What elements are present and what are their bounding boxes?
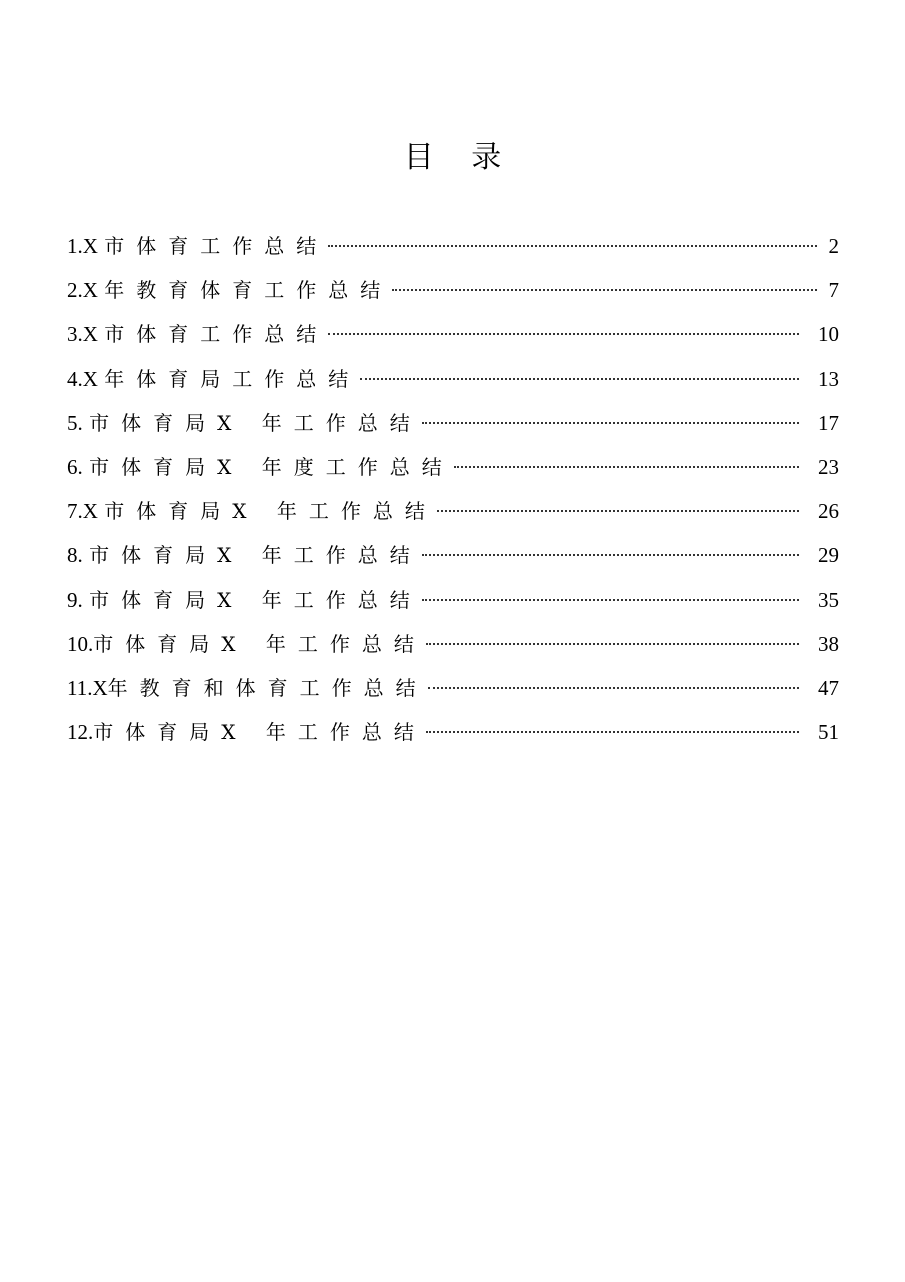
toc-entry-text: 市体育局X 年工作总结 <box>89 587 422 612</box>
toc-dot-leader <box>422 421 799 424</box>
toc-entry[interactable] <box>67 445 839 489</box>
toc-dot-leader <box>328 244 817 247</box>
toc-entry-text: 市体育工作总结 <box>104 234 329 258</box>
toc-dot-leader <box>437 509 799 512</box>
toc-entry-text: 市体育局X 年工作总结 <box>104 499 437 524</box>
toc-entry-text: 年教育和体育工作总结 <box>107 675 428 700</box>
toc-entry-page: 17 <box>818 410 839 435</box>
toc-entry-number: 12. <box>67 720 94 745</box>
toc-entry[interactable] <box>67 268 839 312</box>
toc-entry-number: 9. <box>67 587 83 612</box>
toc-entry-page: 7 <box>828 278 839 303</box>
toc-entry[interactable] <box>67 710 839 754</box>
toc-dot-leader <box>392 288 817 291</box>
toc-entry[interactable] <box>67 357 839 401</box>
toc-entry-text: 市体育局X 年工作总结 <box>89 543 422 568</box>
toc-entry-number: 6. <box>67 454 83 479</box>
toc-entry-number: 4.X <box>67 366 98 391</box>
toc-dot-leader <box>454 465 799 468</box>
toc-dot-leader <box>428 686 799 689</box>
toc-dot-leader <box>426 642 799 645</box>
toc-entry-number: 10. <box>67 631 94 656</box>
toc-entry-page: 47 <box>818 675 839 700</box>
toc-entry-text: 市体育局X 年度工作总结 <box>89 454 454 479</box>
toc-dot-leader <box>422 553 799 556</box>
toc-entry-page: 51 <box>818 720 839 745</box>
toc-entry-number: 3.X <box>67 322 98 347</box>
toc-entry-label <box>67 578 422 622</box>
toc-dot-leader <box>422 598 799 601</box>
toc-entry-text: 年体育局工作总结 <box>104 366 361 391</box>
toc-entry[interactable] <box>67 622 839 666</box>
toc-entry-number: 11.X <box>67 675 108 700</box>
toc-dot-leader <box>426 730 799 733</box>
toc-entry-page: 13 <box>818 366 839 391</box>
toc-entry-page: 29 <box>818 543 839 568</box>
toc-entry-label <box>67 489 437 533</box>
toc-entry-label <box>67 224 328 268</box>
toc-entry-number: 8. <box>67 543 83 568</box>
toc-entry-page: 35 <box>818 587 839 612</box>
toc-title: 目 录 <box>403 140 516 175</box>
toc-entry[interactable] <box>67 489 839 533</box>
toc-entry-page: 38 <box>818 631 839 656</box>
toc-entry-label <box>67 710 426 754</box>
toc-entry-number: 2.X <box>67 278 98 303</box>
toc-entry[interactable] <box>67 533 839 577</box>
toc-entry-label <box>67 622 426 666</box>
toc-entry-text: 年教育体育工作总结 <box>104 278 393 303</box>
toc-entry-label <box>67 357 360 401</box>
toc-entry[interactable] <box>67 224 839 268</box>
toc-entry[interactable] <box>67 578 839 622</box>
toc-dot-leader <box>360 377 799 380</box>
toc-entry-text: 市体育局X 年工作总结 <box>93 720 426 745</box>
toc-entry[interactable] <box>67 401 839 445</box>
toc-entry-label <box>67 268 392 312</box>
toc-entry-text: 市体育局X 年工作总结 <box>89 410 422 435</box>
toc-entry[interactable] <box>67 312 839 356</box>
toc-entry-page: 23 <box>818 454 839 479</box>
toc-entry-number: 1.X <box>67 234 98 258</box>
toc-entry[interactable] <box>67 666 839 710</box>
toc-entry-label <box>67 312 328 356</box>
toc-entry-page: 26 <box>818 499 839 524</box>
toc-entry-page: 2 <box>828 234 839 258</box>
toc-list <box>67 224 839 754</box>
toc-entry-text: 市体育工作总结 <box>104 322 329 347</box>
toc-entry-label <box>67 445 454 489</box>
toc-entry-number: 7.X <box>67 499 98 524</box>
toc-entry-label <box>67 666 428 710</box>
toc-entry-page: 10 <box>818 322 839 347</box>
toc-entry-label <box>67 401 422 445</box>
toc-entry-label <box>67 533 422 577</box>
toc-entry-text: 市体育局X 年工作总结 <box>93 631 426 656</box>
toc-entry-number: 5. <box>67 410 83 435</box>
toc-dot-leader <box>328 332 799 335</box>
